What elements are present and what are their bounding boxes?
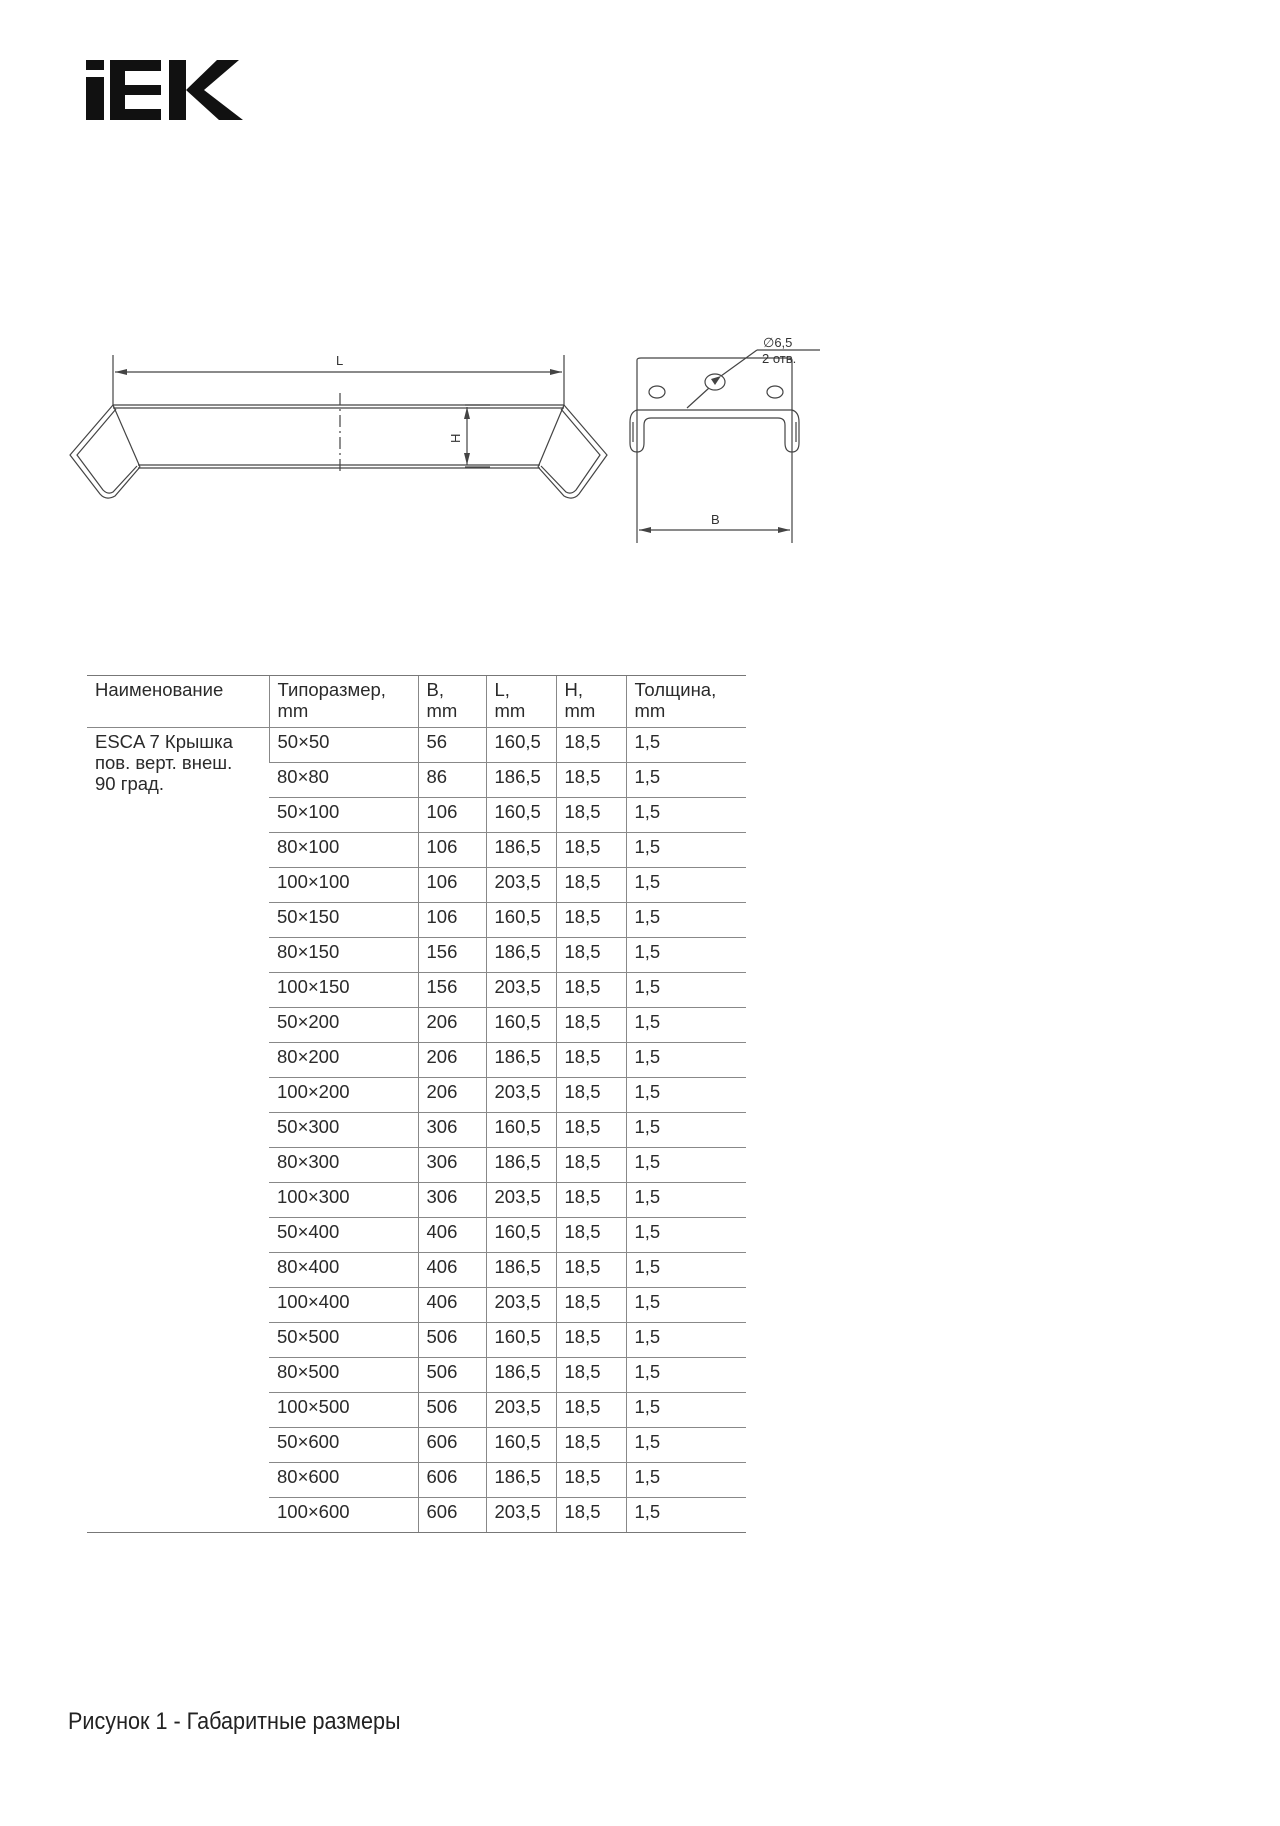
cell-h: 18,5 xyxy=(556,833,626,868)
cell-l: 160,5 xyxy=(486,1113,556,1148)
cell-l: 160,5 xyxy=(486,1428,556,1463)
header-b: B, mm xyxy=(418,676,486,728)
cell-size: 50×400 xyxy=(269,1218,418,1253)
cell-h: 18,5 xyxy=(556,1358,626,1393)
cell-b: 156 xyxy=(418,938,486,973)
cell-l: 203,5 xyxy=(486,1393,556,1428)
cell-h: 18,5 xyxy=(556,1218,626,1253)
dimensions-table xyxy=(87,675,746,1533)
cell-b: 206 xyxy=(418,1008,486,1043)
cell-l: 186,5 xyxy=(486,1358,556,1393)
cell-h: 18,5 xyxy=(556,1288,626,1323)
table-header-row xyxy=(87,676,746,728)
cell-h: 18,5 xyxy=(556,938,626,973)
cell-h: 18,5 xyxy=(556,1253,626,1288)
header-size: Типоразмер, mm xyxy=(269,676,418,728)
cell-l: 186,5 xyxy=(486,1043,556,1078)
cell-size: 50×200 xyxy=(269,1008,418,1043)
cell-b: 106 xyxy=(418,798,486,833)
header-l: L, mm xyxy=(486,676,556,728)
cell-h: 18,5 xyxy=(556,1113,626,1148)
cell-l: 160,5 xyxy=(486,903,556,938)
cell-b: 206 xyxy=(418,1078,486,1113)
cell-b: 506 xyxy=(418,1358,486,1393)
cell-thickness: 1,5 xyxy=(626,1218,746,1253)
cell-size: 50×100 xyxy=(269,798,418,833)
cell-b: 306 xyxy=(418,1183,486,1218)
cell-size: 80×150 xyxy=(269,938,418,973)
cell-thickness: 1,5 xyxy=(626,1113,746,1148)
cell-b: 606 xyxy=(418,1463,486,1498)
cell-h: 18,5 xyxy=(556,1043,626,1078)
cell-b: 506 xyxy=(418,1393,486,1428)
cell-thickness: 1,5 xyxy=(626,1463,746,1498)
cell-thickness: 1,5 xyxy=(626,833,746,868)
cell-thickness: 1,5 xyxy=(626,1183,746,1218)
cell-b: 406 xyxy=(418,1253,486,1288)
cell-b: 106 xyxy=(418,903,486,938)
cell-h: 18,5 xyxy=(556,1393,626,1428)
cell-size: 100×100 xyxy=(269,868,418,903)
cell-thickness: 1,5 xyxy=(626,903,746,938)
cell-l: 160,5 xyxy=(486,1008,556,1043)
cell-l: 203,5 xyxy=(486,868,556,903)
cell-l: 186,5 xyxy=(486,938,556,973)
cell-size: 100×400 xyxy=(269,1288,418,1323)
cell-size: 100×500 xyxy=(269,1393,418,1428)
cell-b: 56 xyxy=(418,728,486,763)
cell-l: 203,5 xyxy=(486,1498,556,1533)
cell-l: 160,5 xyxy=(486,1218,556,1253)
cell-b: 406 xyxy=(418,1288,486,1323)
cell-thickness: 1,5 xyxy=(626,938,746,973)
cell-h: 18,5 xyxy=(556,903,626,938)
cell-h: 18,5 xyxy=(556,1323,626,1358)
hole-count-label: 2 отв. xyxy=(762,351,797,366)
cell-h: 18,5 xyxy=(556,1183,626,1218)
cell-l: 203,5 xyxy=(486,1183,556,1218)
header-h: H, mm xyxy=(556,676,626,728)
cell-thickness: 1,5 xyxy=(626,1008,746,1043)
cell-size: 50×150 xyxy=(269,903,418,938)
cell-b: 106 xyxy=(418,868,486,903)
cell-thickness: 1,5 xyxy=(626,1498,746,1533)
cell-b: 86 xyxy=(418,763,486,798)
cell-size: 50×600 xyxy=(269,1428,418,1463)
cell-size: 50×50 xyxy=(269,728,418,763)
cell-l: 186,5 xyxy=(486,833,556,868)
cell-l: 186,5 xyxy=(486,1463,556,1498)
cell-h: 18,5 xyxy=(556,1428,626,1463)
dim-width-label: B xyxy=(711,512,720,527)
cell-l: 186,5 xyxy=(486,763,556,798)
cell-l: 186,5 xyxy=(486,1148,556,1183)
cell-b: 306 xyxy=(418,1148,486,1183)
side-view-drawing xyxy=(625,335,845,560)
table-row xyxy=(87,728,746,763)
cell-l: 160,5 xyxy=(486,1323,556,1358)
cell-h: 18,5 xyxy=(556,1148,626,1183)
iek-logo xyxy=(86,60,243,120)
cell-thickness: 1,5 xyxy=(626,798,746,833)
cell-h: 18,5 xyxy=(556,763,626,798)
front-view-drawing xyxy=(60,345,620,515)
product-name-cell: ESCA 7 Крышка пов. верт. внеш. 90 град. xyxy=(87,728,269,1533)
cell-h: 18,5 xyxy=(556,868,626,903)
dim-length-label: L xyxy=(336,353,344,368)
cell-thickness: 1,5 xyxy=(626,1323,746,1358)
cell-thickness: 1,5 xyxy=(626,868,746,903)
cell-thickness: 1,5 xyxy=(626,1288,746,1323)
cell-size: 100×150 xyxy=(269,973,418,1008)
cell-b: 506 xyxy=(418,1323,486,1358)
cell-size: 80×200 xyxy=(269,1043,418,1078)
cell-l: 203,5 xyxy=(486,1078,556,1113)
cell-h: 18,5 xyxy=(556,728,626,763)
cell-size: 80×80 xyxy=(269,763,418,798)
cell-size: 80×400 xyxy=(269,1253,418,1288)
header-thickness: Толщина, mm xyxy=(626,676,746,728)
cell-l: 203,5 xyxy=(486,973,556,1008)
cell-h: 18,5 xyxy=(556,1463,626,1498)
dim-height-label: H xyxy=(448,433,463,443)
cell-thickness: 1,5 xyxy=(626,973,746,1008)
cell-b: 106 xyxy=(418,833,486,868)
cell-thickness: 1,5 xyxy=(626,1358,746,1393)
cell-size: 50×300 xyxy=(269,1113,418,1148)
cell-b: 156 xyxy=(418,973,486,1008)
cell-b: 606 xyxy=(418,1498,486,1533)
cell-b: 306 xyxy=(418,1113,486,1148)
cell-h: 18,5 xyxy=(556,1498,626,1533)
cell-l: 203,5 xyxy=(486,1288,556,1323)
cell-h: 18,5 xyxy=(556,1078,626,1113)
cell-thickness: 1,5 xyxy=(626,1043,746,1078)
cell-size: 100×200 xyxy=(269,1078,418,1113)
cell-thickness: 1,5 xyxy=(626,763,746,798)
cell-b: 206 xyxy=(418,1043,486,1078)
cell-size: 80×100 xyxy=(269,833,418,868)
cell-thickness: 1,5 xyxy=(626,728,746,763)
figure-caption: Рисунок 1 - Габаритные размеры xyxy=(68,1708,401,1735)
cell-h: 18,5 xyxy=(556,798,626,833)
cell-b: 606 xyxy=(418,1428,486,1463)
cell-b: 406 xyxy=(418,1218,486,1253)
cell-size: 80×500 xyxy=(269,1358,418,1393)
cell-size: 80×600 xyxy=(269,1463,418,1498)
cell-size: 50×500 xyxy=(269,1323,418,1358)
cell-thickness: 1,5 xyxy=(626,1428,746,1463)
cell-thickness: 1,5 xyxy=(626,1148,746,1183)
cell-l: 186,5 xyxy=(486,1253,556,1288)
hole-diameter-label: ∅6,5 xyxy=(763,335,793,350)
cell-l: 160,5 xyxy=(486,798,556,833)
cell-thickness: 1,5 xyxy=(626,1393,746,1428)
cell-thickness: 1,5 xyxy=(626,1078,746,1113)
cell-l: 160,5 xyxy=(486,728,556,763)
cell-size: 100×300 xyxy=(269,1183,418,1218)
cell-h: 18,5 xyxy=(556,973,626,1008)
cell-size: 100×600 xyxy=(269,1498,418,1533)
cell-h: 18,5 xyxy=(556,1008,626,1043)
cell-size: 80×300 xyxy=(269,1148,418,1183)
header-name: Наименование xyxy=(87,676,269,728)
cell-thickness: 1,5 xyxy=(626,1253,746,1288)
